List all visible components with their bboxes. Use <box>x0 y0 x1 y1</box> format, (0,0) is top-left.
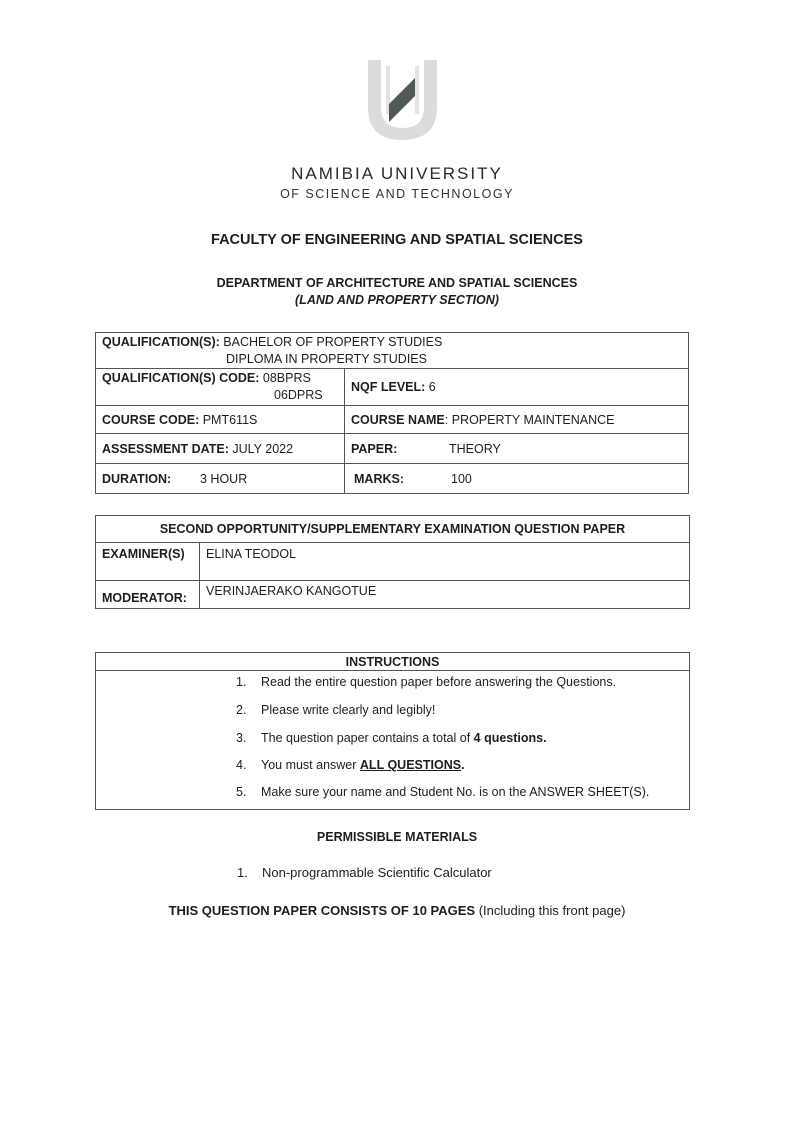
instruction-text: Please write clearly and legibly! <box>261 703 436 717</box>
examiner-value: ELINA TEODOL <box>200 543 690 581</box>
paper-value: THEORY <box>449 441 501 456</box>
qualification-code-label: QUALIFICATION(S) CODE: <box>102 371 260 385</box>
examiner-label: EXAMINER(S) <box>96 543 200 581</box>
course-info-table <box>95 332 689 494</box>
marks-cell <box>345 464 689 494</box>
permissible-material-item <box>237 865 492 880</box>
qualification-1: BACHELOR OF PROPERTY STUDIES <box>223 334 443 349</box>
section-title: (LAND AND PROPERTY SECTION) <box>295 293 499 307</box>
course-name-cell <box>345 406 689 434</box>
duration-cell <box>96 464 345 494</box>
instruction-item <box>236 758 465 772</box>
instruction-number: 2. <box>236 703 247 717</box>
page-count-note <box>0 903 794 918</box>
assessment-date-cell <box>96 434 345 464</box>
university-name: NAMIBIA UNIVERSITY <box>291 164 503 183</box>
paper-cell <box>345 434 689 464</box>
instruction-number: 4. <box>236 758 247 772</box>
assessment-date-label: ASSESSMENT DATE: <box>102 441 229 456</box>
nqf-cell <box>345 369 689 406</box>
qualification-code-cell <box>96 369 345 406</box>
instruction-text: You must answer <box>261 758 360 772</box>
marks-label: MARKS: <box>354 471 404 486</box>
instruction-text: Make sure your name and Student No. is on the ANSWER SHEET(S). <box>261 785 650 799</box>
material-number: 1. <box>237 865 248 880</box>
instructions-box <box>95 652 690 810</box>
exam-type-title: SECOND OPPORTUNITY/SUPPLEMENTARY EXAMINATION QUESTION PAPER <box>96 516 690 543</box>
page-count-bold: THIS QUESTION PAPER CONSISTS OF 10 PAGES <box>168 903 476 918</box>
assessment-date-value: JULY 2022 <box>232 441 294 456</box>
paper-label: PAPER: <box>351 441 398 456</box>
permissible-materials-title: PERMISSIBLE MATERIALS <box>316 830 478 844</box>
instruction-item <box>236 703 435 717</box>
nqf-value: 6 <box>428 380 436 394</box>
moderator-label: MODERATOR: <box>96 581 200 609</box>
qualifications-label: QUALIFICATION(S): <box>102 334 220 349</box>
qualifications-cell <box>96 333 689 369</box>
nqf-label: NQF LEVEL: <box>351 380 426 394</box>
faculty-title: FACULTY OF ENGINEERING AND SPATIAL SCIENCES <box>211 232 583 248</box>
instructions-title: INSTRUCTIONS <box>96 653 689 671</box>
duration-value: 3 HOUR <box>200 471 248 486</box>
moderator-value: VERINJAERAKO KANGOTUE <box>200 581 690 609</box>
marks-value: 100 <box>451 471 472 486</box>
department-title: DEPARTMENT OF ARCHITECTURE AND SPATIAL SCIENCES <box>216 276 578 290</box>
qualification-2: DIPLOMA IN PROPERTY STUDIES <box>226 351 427 366</box>
qualification-code-1: 08BPRS <box>262 371 311 385</box>
instruction-item <box>236 675 616 689</box>
course-name-value: : PROPERTY MAINTENANCE <box>444 412 615 427</box>
instruction-item <box>236 785 649 799</box>
exam-info-table <box>95 515 690 609</box>
instruction-number: 1. <box>236 675 247 689</box>
course-code-label: COURSE CODE: <box>102 412 200 427</box>
course-name-label: COURSE NAME <box>351 412 445 427</box>
instruction-suffix: . <box>461 758 465 772</box>
instruction-text: Read the entire question paper before answering the Questions. <box>261 675 617 689</box>
course-code-cell <box>96 406 345 434</box>
course-code-value: PMT611S <box>202 412 258 427</box>
instruction-emphasis: ALL QUESTIONS <box>359 758 462 772</box>
university-subtitle: OF SCIENCE AND TECHNOLOGY <box>280 187 514 201</box>
instruction-text: The question paper contains a total of <box>261 731 474 745</box>
instruction-item <box>236 731 547 745</box>
nust-shield-logo-icon <box>360 52 445 144</box>
instruction-emphasis: 4 questions. <box>473 731 547 745</box>
material-text: Non-programmable Scientific Calculator <box>262 865 492 880</box>
page-count-note-text: (Including this front page) <box>475 903 626 918</box>
duration-label: DURATION: <box>102 471 172 486</box>
instruction-number: 3. <box>236 731 247 745</box>
instruction-number: 5. <box>236 785 247 799</box>
qualification-code-2: 06DPRS <box>274 388 323 402</box>
